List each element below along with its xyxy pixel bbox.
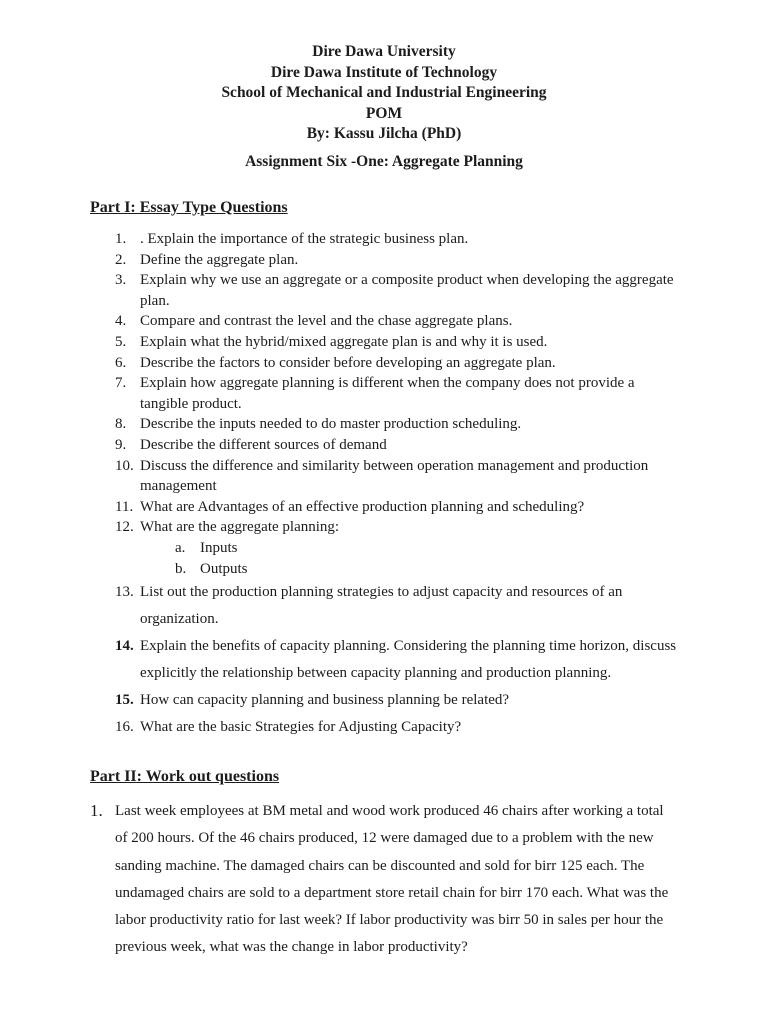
item-text: Define the aggregate plan. xyxy=(140,251,299,268)
part2-heading: Part II: Work out questions xyxy=(90,768,280,786)
subitem-text: Inputs xyxy=(200,539,238,556)
part1-heading: Part I: Essay Type Questions xyxy=(90,199,288,216)
question-item xyxy=(90,414,678,435)
item-text: What are the aggregate planning: xyxy=(140,519,340,536)
subitem-text: Outputs xyxy=(200,560,248,577)
item-number: 1. xyxy=(115,231,127,247)
item-number: 2. xyxy=(115,251,127,268)
subitem-letter: b. xyxy=(175,560,187,577)
assignment-title: Assignment Six -One: Aggregate Planning xyxy=(245,152,523,170)
workout-question-item xyxy=(90,798,678,961)
header-line-school: School of Mechanical and Industrial Engineering xyxy=(221,84,547,101)
item-number: 11. xyxy=(115,498,134,515)
item-number: 10. xyxy=(115,457,134,474)
item-number: 3. xyxy=(115,272,127,289)
item-number: 7. xyxy=(115,375,127,392)
item-text: Describe the factors to consider before developing an aggregate plan. xyxy=(140,354,556,371)
item-text: Explain the benefits of capacity planning. Considering the planning time horizon, discuss explicitly the relationship between capacity planning and production planning. xyxy=(140,638,677,682)
item-number: 4. xyxy=(115,313,127,330)
question-item xyxy=(90,687,678,714)
question-item xyxy=(90,579,678,633)
item-text: Describe the inputs needed to do master production scheduling. xyxy=(140,416,522,433)
question-item xyxy=(90,633,678,687)
item-number: 9. xyxy=(115,436,127,453)
item-number: 16. xyxy=(115,719,134,736)
question-item xyxy=(90,714,678,741)
question-item xyxy=(90,270,678,311)
header-line-author: By: Kassu Jilcha (PhD) xyxy=(306,125,462,142)
item-text: Last week employees at BM metal and wood work produced 46 chairs after working a total of 200 hours. Of the 46 chairs produced, 12 were damaged due to a problem with the new sanding machine. The damaged chairs can be discounted and sold for birr 125 each. The undamaged chairs are sold to a department store retail chain for birr 170 each. What was the labor productivity ratio for last week? If labor productivity was birr 50 in sales per hour the previous week, what was the change in labor productivity? xyxy=(115,803,669,956)
item-text: List out the production planning strategies to adjust capacity and resources of an organization. xyxy=(140,584,623,628)
question-subitem xyxy=(90,538,678,559)
document-header xyxy=(90,42,678,145)
item-text: Describe the different sources of demand xyxy=(140,436,387,453)
item-text: Compare and contrast the level and the chase aggregate plans. xyxy=(140,313,513,330)
item-number: 6. xyxy=(115,354,127,371)
question-item xyxy=(90,332,678,353)
item-text: How can capacity planning and business planning be related? xyxy=(140,692,510,709)
item-number: 15. xyxy=(115,692,134,709)
header-line-institute: Dire Dawa Institute of Technology xyxy=(270,63,498,81)
item-text: Explain why we use an aggregate or a composite product when developing the aggregate plan. xyxy=(140,272,674,309)
part1-section xyxy=(90,198,678,741)
item-text: Explain how aggregate planning is different when the company does not provide a tangible product. xyxy=(140,375,635,412)
item-number: 13. xyxy=(115,584,134,601)
question-item xyxy=(90,435,678,456)
item-text: What are Advantages of an effective production planning and scheduling? xyxy=(140,498,585,515)
item-number: 1. xyxy=(90,801,103,821)
question-item xyxy=(90,311,678,332)
question-item xyxy=(90,250,678,271)
item-number: 12. xyxy=(115,519,134,536)
item-text: . Explain the importance of the strategic business plan. xyxy=(140,231,469,247)
item-text: Discuss the difference and similarity between operation management and production management xyxy=(140,457,649,495)
header-line-university: Dire Dawa University xyxy=(312,43,456,60)
question-item xyxy=(90,456,678,497)
item-number: 8. xyxy=(115,416,127,433)
question-item xyxy=(90,229,678,250)
subitem-letter: a. xyxy=(175,539,186,556)
item-number: 14. xyxy=(115,638,134,655)
question-item xyxy=(90,517,678,538)
item-text: What are the basic Strategies for Adjusting Capacity? xyxy=(140,719,462,736)
question-item xyxy=(90,373,678,414)
question-subitem xyxy=(90,559,678,580)
header-line-course: POM xyxy=(365,104,403,122)
item-text: Explain what the hybrid/mixed aggregate plan is and why it is used. xyxy=(140,333,548,350)
question-item xyxy=(90,353,678,374)
part2-section xyxy=(90,767,678,961)
item-number: 5. xyxy=(115,333,127,350)
question-item xyxy=(90,497,678,518)
